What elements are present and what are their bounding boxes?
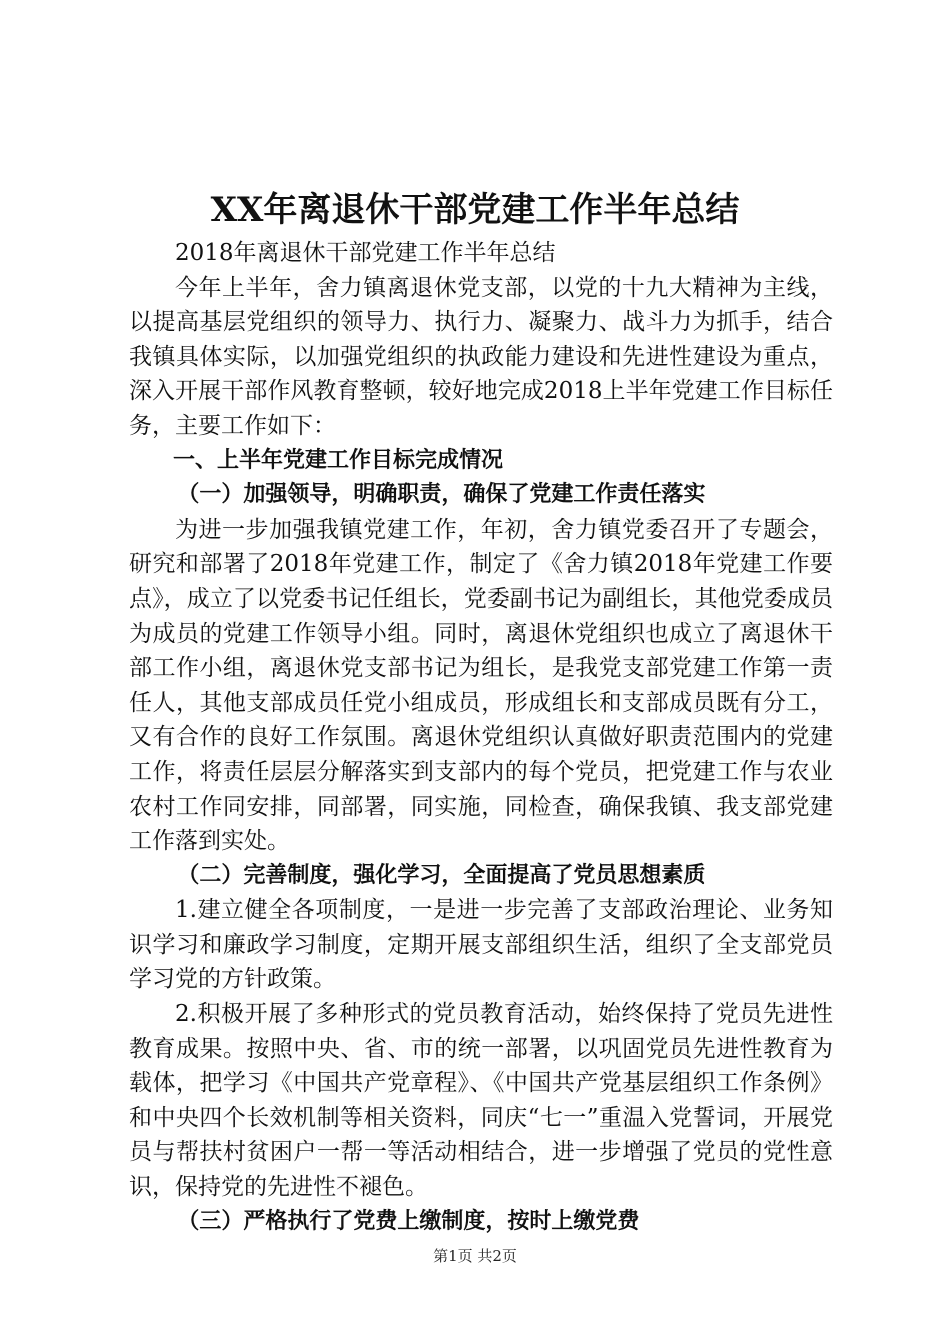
body-paragraph: 2.积极开展了多种形式的党员教育活动，始终保持了党员先进性教育成果。按照中央、省、市的统一部署，以巩固党员先进性教育为载体，把学习《中国共产党章程》、《中国共产党基层组织工作条例》和中央四个长效机制等相关资料，同庆“七一”重温入党誓词，开展党员与帮扶村贫困户一帮一等活动相结合，进一步增强了党员的党性意识，保持党的先进性不褪色。 bbox=[129, 1001, 833, 1201]
intro-paragraph: 今年上半年，舍力镇离退休党支部，以党的十九大精神为主线，以提高基层党组织的领导力、执行力、凝聚力、战斗力为抓手，结合我镇具体实际，以加强党组织的执政能力建设和先进性建设为重点，深入开展干部作风教育整顿，较好地完成2018上半年党建工作目标任务，主要工作如下： bbox=[129, 274, 833, 439]
subtitle-paragraph: 2018年离退休干部党建工作半年总结 bbox=[175, 240, 556, 266]
document-body bbox=[129, 236, 833, 1239]
page-footer: 第1页 共2页 bbox=[433, 1247, 517, 1265]
body-paragraph: 为进一步加强我镇党建工作，年初，舍力镇党委召开了专题会，研究和部署了2018年党建工作，制定了《舍力镇2018年党建工作要点》，成立了以党委书记任组长，党委副书记为副组长，其他党委成员为成员的党建工作领导小组。同时，离退休党组织也成立了离退休干部工作小组，离退休党支部书记为组长，是我党支部党建工作第一责任人，其他支部成员任党小组成员，形成组长和支部成员既有分工，又有合作的良好工作氛围。离退休党组织认真做好职责范围内的党建工作，将责任层层分解落实到支部内的每个党员，把党建工作与农业农村工作同安排，同部署，同实施，同检查，确保我镇、我支部党建工作落到实处。 bbox=[129, 516, 833, 855]
subsection-heading: （一）加强领导，明确职责，确保了党建工作责任落实 bbox=[177, 482, 706, 508]
section-heading: 一、上半年党建工作目标完成情况 bbox=[173, 447, 504, 473]
document-title: XX年离退休干部党建工作半年总结 bbox=[210, 190, 740, 230]
subsection-heading: （三）严格执行了党费上缴制度，按时上缴党费 bbox=[177, 1208, 640, 1234]
body-paragraph: 1.建立健全各项制度，一是进一步完善了支部政治理论、业务知识学习和廉政学习制度，定期开展支部组织生活，组织了全支部党员学习党的方针政策。 bbox=[129, 897, 833, 993]
subsection-heading: （二）完善制度，强化学习，全面提高了党员思想素质 bbox=[177, 862, 706, 888]
